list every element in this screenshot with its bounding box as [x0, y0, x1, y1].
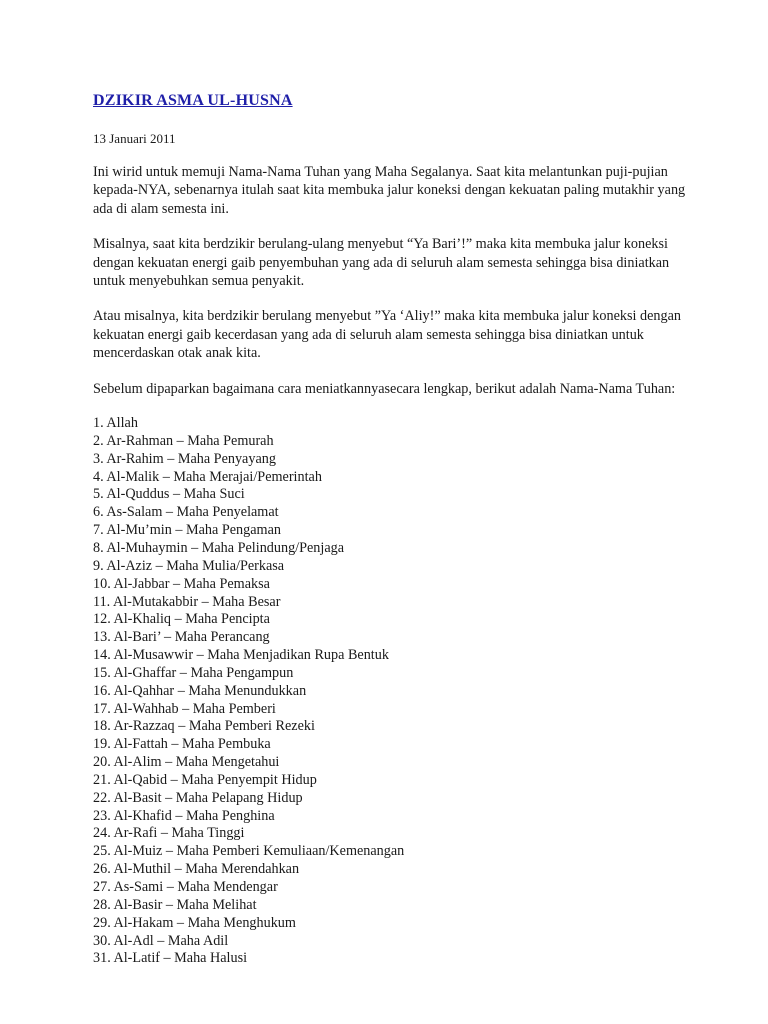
list-item: 17. Al-Wahhab – Maha Pemberi: [93, 700, 276, 717]
names-list: [93, 415, 693, 968]
list-item: 29. Al-Hakam – Maha Menghukum: [93, 914, 296, 931]
list-item: 14. Al-Musawwir – Maha Menjadikan Rupa Bentuk: [93, 647, 389, 664]
document-title-link[interactable]: DZIKIR ASMA UL-HUSNA: [93, 92, 293, 109]
example-paragraph-bari: Misalnya, saat kita berdzikir berulang-ulang menyebut “Ya Bari’!” maka kita membuka jalur koneksi dengan kekuatan energi gaib penyembuhan yang ada di seluruh alam semesta sehingga bisa diniatkan untuk menyebuhkan semua penyakit.: [93, 236, 670, 290]
list-item: 5. Al-Quddus – Maha Suci: [93, 486, 245, 503]
list-item: 28. Al-Basir – Maha Melihat: [93, 896, 257, 913]
list-item: 25. Al-Muiz – Maha Pemberi Kemuliaan/Kemenangan: [93, 843, 405, 860]
list-item: 24. Ar-Rafi – Maha Tinggi: [93, 825, 245, 842]
list-item: 19. Al-Fattah – Maha Pembuka: [93, 736, 271, 753]
example-paragraph-aliy: Atau misalnya, kita berdzikir berulang menyebut ”Ya ‘Aliy!” maka kita membuka jalur koneksi dengan kekuatan energi gaib kecerdasan yang ada di seluruh alam semesta sehingga bisa diniatkan untuk mencerdaskan otak anak kita.: [93, 308, 681, 362]
list-item: 21. Al-Qabid – Maha Penyempit Hidup: [93, 771, 317, 788]
list-item: 8. Al-Muhaymin – Maha Pelindung/Penjaga: [93, 539, 345, 556]
list-item: 31. Al-Latif – Maha Halusi: [93, 950, 248, 967]
list-intro-paragraph: Sebelum dipaparkan bagaimana cara meniatkannyasecara lengkap, berikut adalah Nama-Nama Tuhan:: [93, 380, 676, 397]
list-item: 12. Al-Khaliq – Maha Pencipta: [93, 611, 270, 628]
list-item: 27. As-Sami – Maha Mendengar: [93, 879, 278, 895]
list-item: 18. Ar-Razzaq – Maha Pemberi Rezeki: [93, 718, 315, 735]
list-item: 1. Allah: [93, 415, 138, 432]
list-item: 16. Al-Qahhar – Maha Menundukkan: [93, 682, 307, 699]
list-item: 30. Al-Adl – Maha Adil: [93, 932, 229, 949]
post-date: 13 Januari 2011: [93, 131, 176, 146]
list-item: 9. Al-Aziz – Maha Mulia/Perkasa: [93, 557, 285, 574]
list-item: 10. Al-Jabbar – Maha Pemaksa: [93, 575, 270, 592]
list-item: 13. Al-Bari’ – Maha Perancang: [93, 629, 270, 646]
list-item: 4. Al-Malik – Maha Merajai/Pemerintah: [93, 468, 322, 485]
list-item: 2. Ar-Rahman – Maha Pemurah: [93, 432, 274, 449]
list-item: 23. Al-Khafid – Maha Penghina: [93, 807, 275, 824]
list-item: 6. As-Salam – Maha Penyelamat: [93, 504, 279, 521]
list-item: 15. Al-Ghaffar – Maha Pengampun: [93, 664, 294, 681]
list-item: 3. Ar-Rahim – Maha Penyayang: [93, 450, 276, 467]
document-page: [93, 92, 693, 968]
list-item: 11. Al-Mutakabbir – Maha Besar: [93, 593, 281, 610]
list-item: 26. Al-Muthil – Maha Merendahkan: [93, 861, 300, 878]
list-item: 7. Al-Mu’min – Maha Pengaman: [93, 522, 281, 539]
intro-paragraph: Ini wirid untuk memuji Nama-Nama Tuhan yang Maha Segalanya. Saat kita melantunkan puji-pujian kepada-NYA, sebenarnya itulah saat kita membuka jalur koneksi dengan kekuatan paling mutakhir yang ada di alam semesta ini.: [93, 164, 686, 217]
list-item: 22. Al-Basit – Maha Pelapang Hidup: [93, 789, 303, 806]
list-item: 20. Al-Alim – Maha Mengetahui: [93, 754, 280, 771]
